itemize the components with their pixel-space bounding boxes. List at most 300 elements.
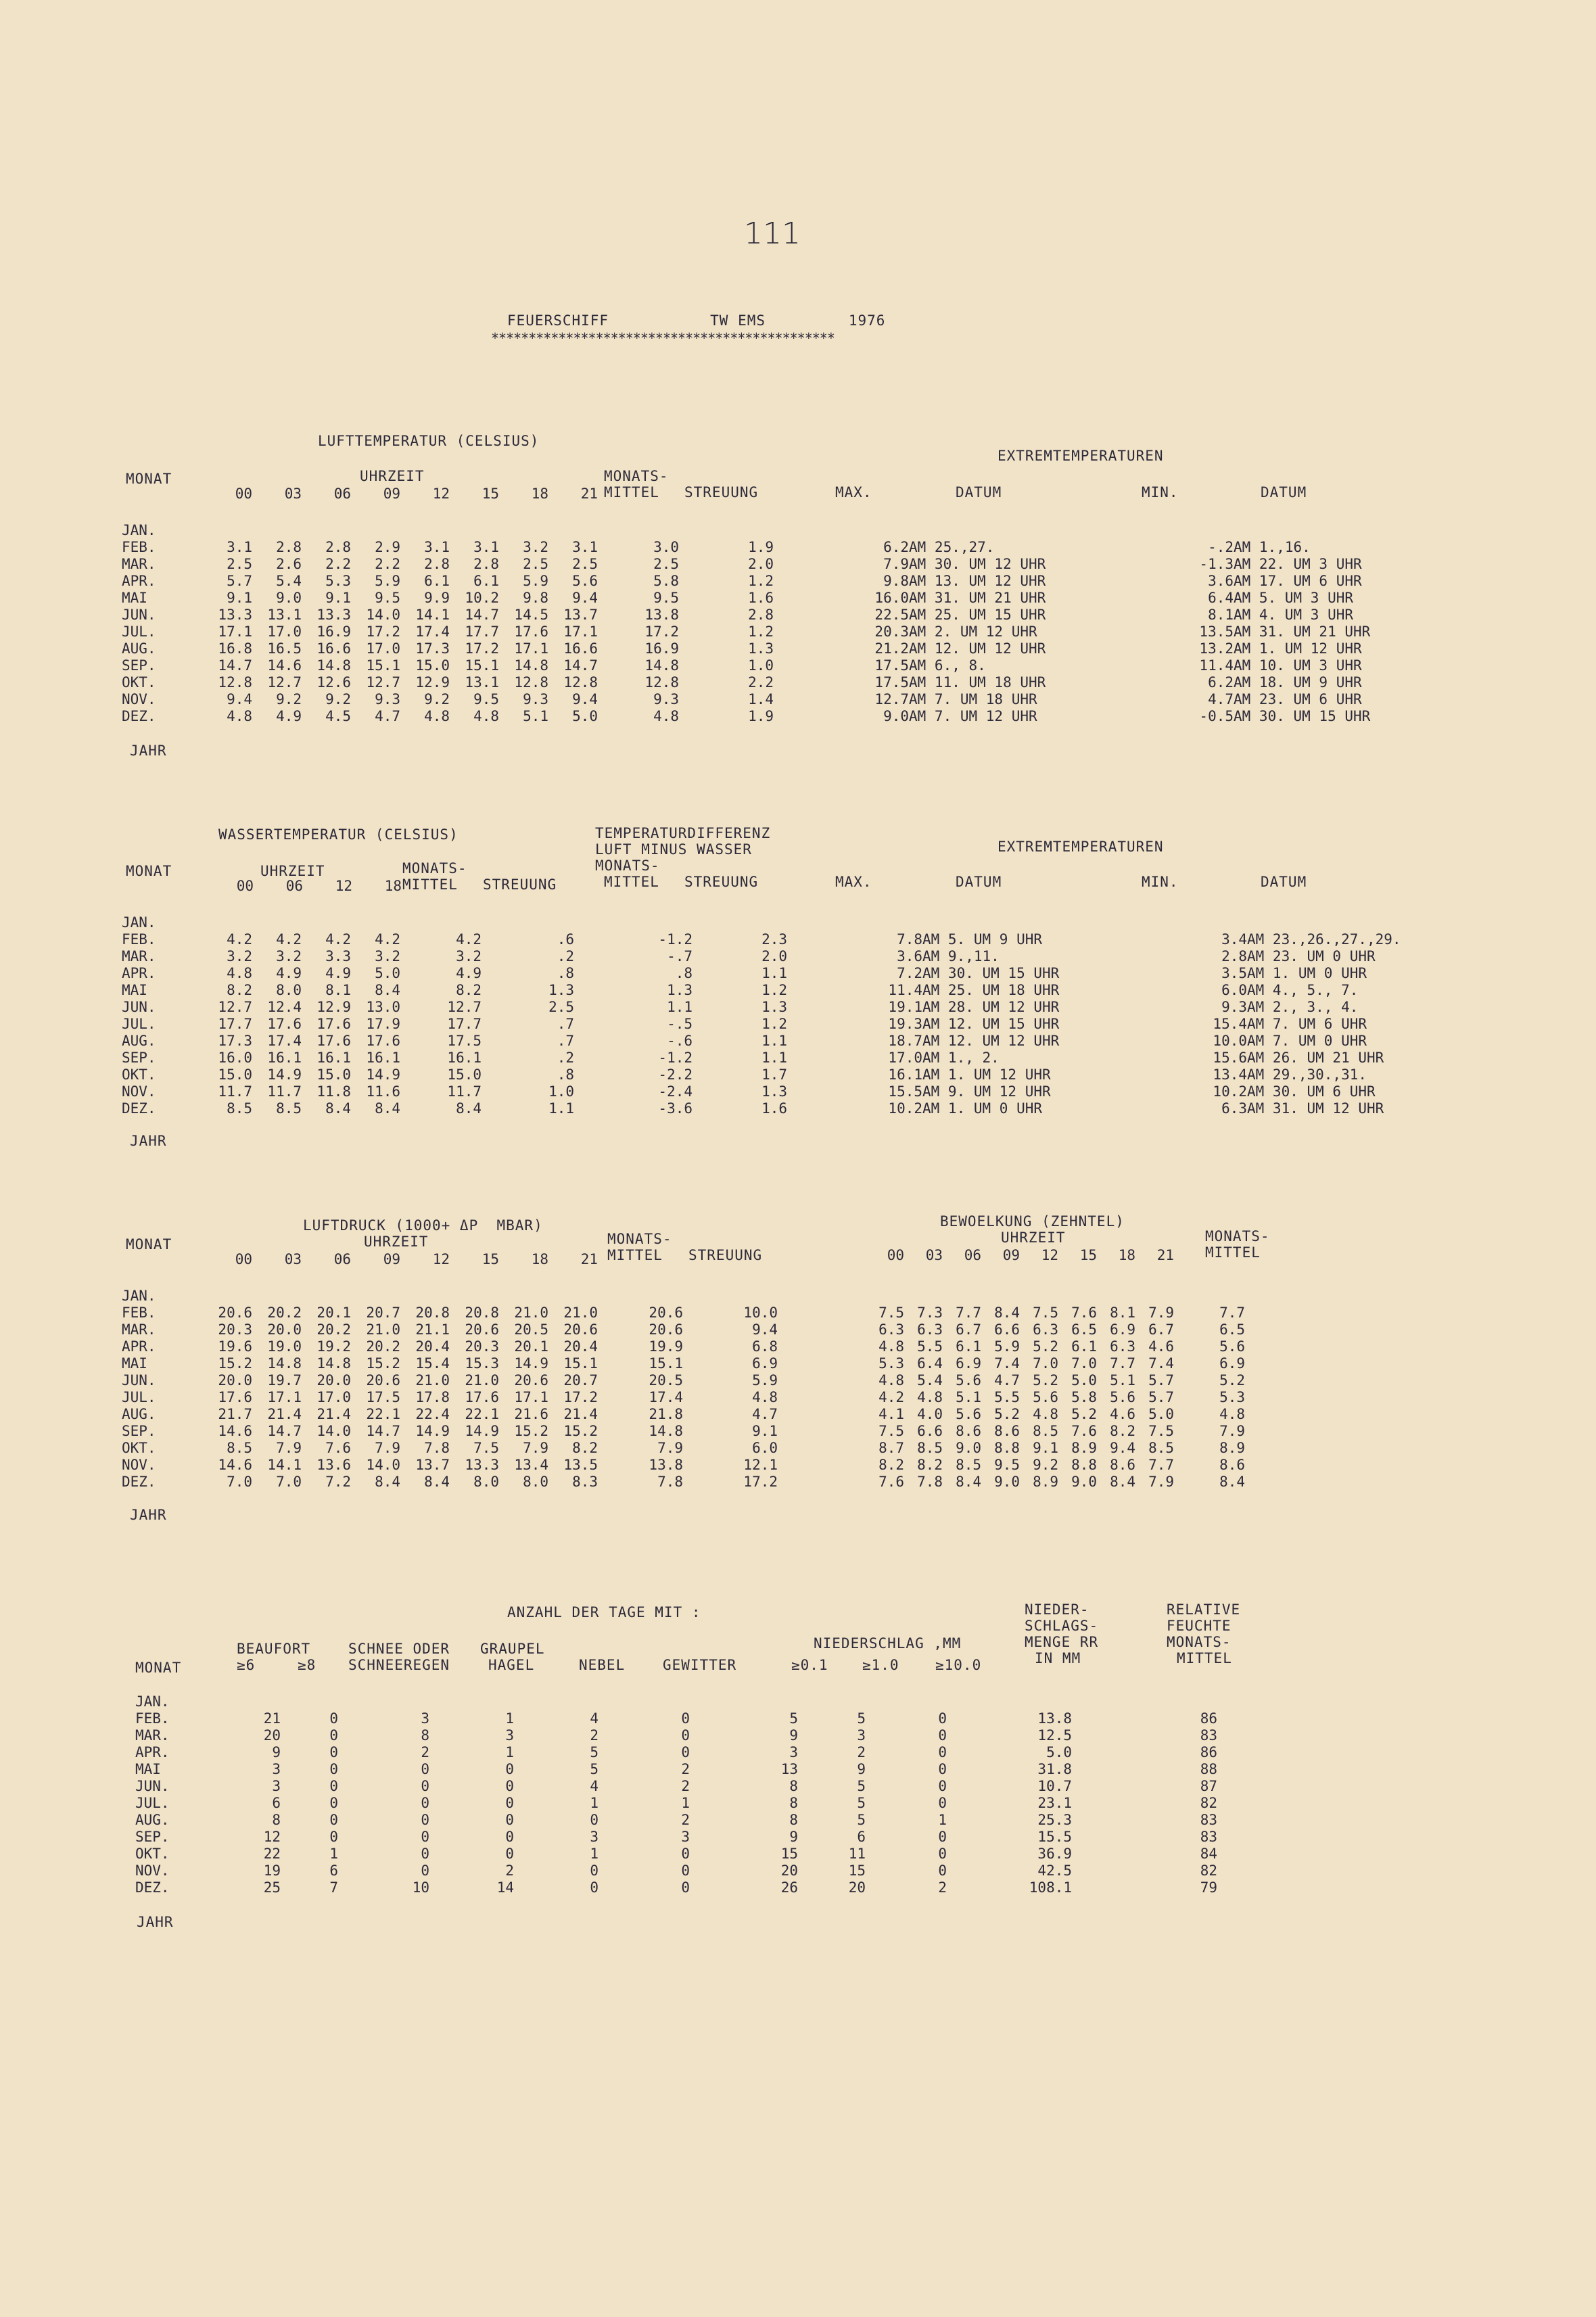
table-row: [122, 539, 1450, 556]
hourly-value: 14.8: [316, 1355, 351, 1372]
hourly-value: 5.6: [956, 1372, 981, 1388]
hourly-value: 5.3: [878, 1355, 904, 1372]
beaufort-6: 22: [263, 1846, 281, 1862]
hourly-value: 7.2: [325, 1474, 351, 1490]
hour-header: 00: [235, 1251, 252, 1267]
month-label: AUG.: [122, 1033, 156, 1049]
hourly-value: 17.6: [366, 1033, 400, 1049]
table-row: [122, 1016, 1463, 1033]
table-row: [122, 691, 1450, 708]
month-label: MAI: [135, 1761, 161, 1777]
max-date: AM 11. UM 18 UHR: [909, 674, 1046, 691]
hourly-value: 13.3: [465, 1457, 499, 1473]
std-dev: [679, 522, 774, 539]
hourly-value: 20.5: [514, 1321, 548, 1338]
max-date: AM 2. UM 12 UHR: [909, 624, 1037, 640]
month-label: FEB.: [122, 1305, 156, 1321]
fog-days: 0: [590, 1812, 598, 1828]
diff-std-dev: 1.3: [761, 999, 787, 1015]
diff-mean: -.5: [667, 1016, 693, 1032]
hourly-value: 20.6: [366, 1372, 400, 1388]
monthly-mean: 9.3: [653, 691, 679, 707]
hourly-value: 2.2: [375, 556, 400, 572]
hourly-value: 13.3: [218, 607, 252, 623]
table-row: [122, 573, 1450, 590]
hourly-value: 3.2: [523, 539, 548, 555]
hourly-value: 20.4: [563, 1338, 598, 1355]
table-row: [135, 1812, 1217, 1829]
hourly-value: 14.7: [267, 1423, 302, 1439]
month-label: JUN.: [122, 607, 156, 623]
table-row: [122, 1050, 1463, 1067]
hourly-value: 6.7: [1148, 1321, 1174, 1338]
std-dev: 9.1: [752, 1423, 778, 1439]
hour-header: 03: [284, 1251, 302, 1267]
snow-days: 3: [421, 1710, 429, 1727]
hourly-value: 9.5: [473, 691, 499, 707]
beaufort-8: 6: [329, 1863, 338, 1879]
max-value: 9.0: [883, 708, 909, 724]
hourly-value: 9.5: [994, 1457, 1020, 1473]
table-row: [122, 1440, 778, 1457]
min-value: 10.2: [1213, 1083, 1247, 1100]
hourly-value: [252, 522, 302, 539]
water-hour-header-row: [204, 878, 402, 895]
diff-mittel-header: MITTEL: [604, 874, 659, 890]
precip-1: 20: [848, 1879, 866, 1896]
precip-1: 3: [857, 1727, 866, 1743]
precip-0-1: 20: [780, 1863, 798, 1879]
table-row: [866, 1474, 1245, 1491]
min-date: AM 4., 5., 7.: [1247, 982, 1359, 998]
hourly-value: 2.5: [227, 556, 252, 572]
min-date: AM 1. UM 0 UHR: [1247, 965, 1367, 981]
hourly-value: 14.8: [267, 1355, 302, 1372]
hourly-value: 7.4: [1148, 1355, 1174, 1372]
table-row: [135, 1744, 1217, 1761]
hourly-value: 15.2: [218, 1355, 252, 1372]
hourly-value: 8.6: [994, 1423, 1020, 1439]
hourly-value: 6.1: [1071, 1338, 1097, 1355]
month-label: APR.: [122, 573, 156, 589]
days-table: [135, 1693, 1217, 1896]
snow-days: 10: [412, 1879, 429, 1896]
min-date: AM 29.,30.,31.: [1247, 1067, 1367, 1083]
precip-10: 0: [938, 1846, 947, 1862]
hourly-value: 21.1: [415, 1321, 450, 1338]
precip-10: 1: [938, 1812, 947, 1828]
max-date: AM 12. UM 12 UHR: [909, 640, 1046, 657]
hourly-value: 17.2: [465, 640, 499, 657]
cloud-title: BEWOELKUNG (ZEHNTEL): [940, 1213, 1125, 1230]
precip-amount: 31.8: [1037, 1761, 1072, 1777]
hourly-value: 9.4: [1110, 1440, 1135, 1456]
rel-humidity: 86: [1200, 1710, 1217, 1727]
hourly-value: 9.2: [276, 691, 302, 707]
monthly-mean: 7.9: [1219, 1423, 1245, 1439]
hourly-value: 14.9: [366, 1067, 400, 1083]
hail-days: 1: [505, 1744, 514, 1760]
hourly-value: 15.0: [415, 657, 450, 674]
max-value: 18.7: [888, 1033, 922, 1049]
min-date: AM 2., 3., 4.: [1247, 999, 1359, 1015]
hourly-value: 6.3: [1033, 1321, 1058, 1338]
hourly-value: 12.8: [563, 674, 598, 691]
monthly-mean: 11.7: [447, 1083, 482, 1100]
table-row: [135, 1710, 1217, 1727]
month-label: MAI: [122, 982, 147, 998]
hourly-value: 5.9: [523, 573, 548, 589]
hourly-value: 8.4: [375, 1474, 400, 1490]
hourly-value: 11.6: [366, 1083, 400, 1100]
hourly-value: [904, 1288, 943, 1305]
hourly-value: [1135, 1288, 1174, 1305]
rel-humidity: 86: [1200, 1744, 1217, 1760]
hourly-value: 8.6: [956, 1423, 981, 1439]
month-label: JAN.: [122, 1288, 156, 1304]
hour-header: 06: [964, 1247, 981, 1263]
max-date: AM 13. UM 12 UHR: [909, 573, 1046, 589]
monthly-mean: 4.8: [1219, 1406, 1245, 1422]
max-value: 22.5: [874, 607, 909, 623]
hourly-value: 21.7: [218, 1406, 252, 1422]
hourly-value: 8.2: [878, 1457, 904, 1473]
hourly-value: 4.8: [473, 708, 499, 724]
std-dev: 2.0: [748, 556, 774, 572]
hourly-value: 15.1: [465, 657, 499, 674]
air-uhrzeit-header: UHRZEIT: [360, 468, 425, 484]
hourly-value: 20.4: [415, 1338, 450, 1355]
hourly-value: 9.4: [572, 590, 598, 606]
hourly-value: 9.4: [572, 691, 598, 707]
table-row: [866, 1423, 1245, 1440]
hourly-value: 15.0: [316, 1067, 351, 1083]
beaufort-8: 0: [329, 1829, 338, 1845]
min-date: [1247, 914, 1463, 931]
min-date: AM 1.,16.: [1234, 539, 1311, 555]
hourly-value: [450, 1288, 499, 1305]
table-row: [122, 1372, 778, 1389]
hourly-value: 22.1: [366, 1406, 400, 1422]
hourly-value: 4.8: [917, 1389, 943, 1405]
diff-std-dev: 1.1: [761, 965, 787, 981]
diff-mean: -.6: [667, 1033, 693, 1049]
hour-header: 06: [285, 878, 303, 894]
hourly-value: 20.1: [316, 1305, 351, 1321]
hourly-value: 4.2: [375, 931, 400, 947]
hourly-value: 11.8: [316, 1083, 351, 1100]
hourly-value: 14.7: [366, 1423, 400, 1439]
min-value: 2.8: [1221, 948, 1247, 964]
beaufort-6: 8: [272, 1812, 281, 1828]
hour-header: 09: [1002, 1247, 1020, 1263]
max-value: [787, 914, 922, 931]
hourly-value: 14.8: [514, 657, 548, 674]
diff-mean: -2.2: [658, 1067, 693, 1083]
month-label: OKT.: [122, 674, 156, 691]
monthly-mean: 14.8: [649, 1423, 683, 1439]
table-row: [122, 982, 1463, 999]
hourly-value: [548, 1288, 598, 1305]
hourly-value: 16.0: [218, 1050, 252, 1066]
hourly-value: 20.0: [316, 1372, 351, 1388]
hourly-value: 6.1: [424, 573, 450, 589]
snow-days: 0: [421, 1778, 429, 1794]
max-date: AM 31. UM 21 UHR: [909, 590, 1046, 606]
thunder-days: 2: [681, 1812, 690, 1828]
diff-mean: [574, 914, 693, 931]
hourly-value: 6.1: [473, 573, 499, 589]
hourly-value: [943, 1288, 981, 1305]
hourly-value: 17.1: [563, 624, 598, 640]
monthly-mean: 4.9: [456, 965, 482, 981]
std-dev: .6: [557, 931, 574, 947]
max-date: AM 1. UM 12 UHR: [922, 1067, 1051, 1083]
snow-days: 0: [421, 1812, 429, 1828]
std-dev: 9.4: [752, 1321, 778, 1338]
hourly-value: 12.6: [316, 674, 351, 691]
cloud-table: [866, 1288, 1245, 1491]
diff-mean: -1.2: [658, 1050, 693, 1066]
hourly-value: 21.4: [563, 1406, 598, 1422]
page-number: 111: [744, 216, 801, 251]
precip-10: 0: [938, 1761, 947, 1777]
snow-days: 2: [421, 1744, 429, 1760]
hourly-value: 17.6: [514, 624, 548, 640]
beaufort-8: [281, 1693, 338, 1710]
min-value: 9.3: [1221, 999, 1247, 1015]
n10-header: ≥10.0: [935, 1657, 982, 1673]
min-value: 4.7: [1208, 691, 1234, 707]
gewitter-header: GEWITTER: [663, 1657, 737, 1673]
table-row: [135, 1727, 1217, 1744]
hourly-value: [400, 522, 450, 539]
month-label: APR.: [122, 1338, 156, 1355]
hourly-value: 3.1: [227, 539, 252, 555]
hourly-value: 6.9: [1110, 1321, 1135, 1338]
hourly-value: 5.6: [1110, 1389, 1135, 1405]
std-dev: 1.0: [748, 657, 774, 674]
month-label: NOV.: [122, 1457, 156, 1473]
precip-0-1: 8: [789, 1812, 798, 1828]
hourly-value: 20.0: [218, 1372, 252, 1388]
hourly-value: 22.4: [415, 1406, 450, 1422]
monthly-mean: 5.2: [1219, 1372, 1245, 1388]
min-value: -.2: [1208, 539, 1234, 555]
fog-days: 4: [590, 1710, 598, 1727]
diff-title-2: LUFT MINUS WASSER: [595, 841, 752, 858]
monthly-mean: 19.9: [649, 1338, 683, 1355]
hourly-value: 4.9: [276, 708, 302, 724]
max-date: AM 30. UM 12 UHR: [909, 556, 1046, 572]
table-row: [122, 1100, 1463, 1117]
hourly-value: 17.2: [563, 1389, 598, 1405]
monthly-mean: 3.0: [653, 539, 679, 555]
hourly-value: 21.0: [465, 1372, 499, 1388]
rel-humidity: 79: [1200, 1879, 1217, 1896]
hourly-value: 9.0: [276, 590, 302, 606]
min-date: AM 7. UM 0 UHR: [1247, 1033, 1367, 1049]
hourly-value: 5.1: [1110, 1372, 1135, 1388]
cloud-mittel-header: MITTEL: [1205, 1244, 1261, 1261]
hourly-value: 17.0: [366, 640, 400, 657]
fog-days: [514, 1693, 598, 1710]
beaufort-8: 1: [329, 1846, 338, 1862]
min-value: 3.4: [1221, 931, 1247, 947]
max-value: 12.7: [874, 691, 909, 707]
max-date: AM 6., 8.: [909, 657, 986, 674]
hourly-value: 8.6: [1110, 1457, 1135, 1473]
hourly-value: 9.1: [1033, 1440, 1058, 1456]
hourly-value: 20.6: [563, 1321, 598, 1338]
precip-10: [866, 1693, 947, 1710]
monthly-mean: 16.9: [644, 640, 679, 657]
hourly-value: 20.2: [267, 1305, 302, 1321]
hourly-value: 9.0: [994, 1474, 1020, 1490]
hourly-value: 20.1: [514, 1338, 548, 1355]
hourly-value: 15.1: [563, 1355, 598, 1372]
table-row: [135, 1761, 1217, 1778]
month-label: MAR.: [135, 1727, 170, 1743]
hourly-value: 15.2: [366, 1355, 400, 1372]
hourly-value: 8.5: [956, 1457, 981, 1473]
hourly-value: 17.6: [316, 1033, 351, 1049]
hourly-value: 9.8: [523, 590, 548, 606]
max-value: 9.8: [883, 573, 909, 589]
hourly-value: [1097, 1288, 1135, 1305]
beaufort-8: 0: [329, 1710, 338, 1727]
table-row: [135, 1879, 1217, 1896]
hourly-value: 2.9: [375, 539, 400, 555]
min-value: 6.4: [1208, 590, 1234, 606]
hourly-value: 8.9: [1071, 1440, 1097, 1456]
table-row: [122, 1083, 1463, 1100]
monthly-mean: [1174, 1288, 1245, 1305]
table-row: [866, 1457, 1245, 1474]
std-dev: 1.9: [748, 539, 774, 555]
std-dev: 4.8: [752, 1389, 778, 1405]
hour-header-row: [203, 486, 598, 502]
month-label: JUL.: [122, 1016, 156, 1032]
hourly-value: 9.2: [325, 691, 351, 707]
hour-header: 00: [236, 878, 254, 894]
hail-days: 2: [505, 1863, 514, 1879]
hourly-value: 3.2: [276, 948, 302, 964]
max-value: 21.2: [874, 640, 909, 657]
air-streuung-header: STREUUNG: [684, 484, 759, 500]
fog-days: 4: [590, 1778, 598, 1794]
hourly-value: 4.2: [325, 931, 351, 947]
hourly-value: 14.0: [366, 607, 400, 623]
precip-amount: 13.8: [1037, 1710, 1072, 1727]
max-date: AM 12. UM 12 UHR: [922, 1033, 1060, 1049]
hourly-value: 14.9: [514, 1355, 548, 1372]
fog-days: 1: [590, 1846, 598, 1862]
page-title: [507, 312, 885, 329]
std-dev: 1.1: [548, 1100, 574, 1117]
diff-std-dev: 1.1: [761, 1050, 787, 1066]
hourly-value: 7.8: [424, 1440, 450, 1456]
hourly-value: 8.5: [227, 1100, 252, 1117]
monthly-mean: 20.5: [649, 1372, 683, 1388]
table-row: [122, 965, 1463, 982]
cloud-hour-header-row: [866, 1247, 1174, 1264]
beaufort-6: 3: [272, 1761, 281, 1777]
station-label: TW EMS: [710, 312, 766, 329]
hour-header: 06: [333, 486, 351, 502]
hourly-value: 13.4: [514, 1457, 548, 1473]
monthly-mean: 15.1: [649, 1355, 683, 1372]
hourly-value: 9.0: [1071, 1474, 1097, 1490]
max-value: 17.0: [888, 1050, 922, 1066]
max-value: 17.5: [874, 657, 909, 674]
hourly-value: 14.0: [316, 1423, 351, 1439]
ship-label: FEUERSCHIFF: [507, 312, 609, 329]
table-row: [122, 999, 1463, 1016]
schnee-header-2: SCHNEEREGEN: [348, 1657, 450, 1673]
hourly-value: 4.9: [325, 965, 351, 981]
rel-humidity: 84: [1200, 1846, 1217, 1862]
hourly-value: 12.9: [415, 674, 450, 691]
pressure-table: [122, 1288, 778, 1491]
diff-mean: 1.3: [667, 982, 693, 998]
table-row: [866, 1305, 1245, 1321]
hourly-value: 4.8: [227, 708, 252, 724]
hour-header: 12: [432, 1251, 450, 1267]
hourly-value: 9.9: [424, 590, 450, 606]
hourly-value: 3.2: [375, 948, 400, 964]
hourly-value: 2.8: [276, 539, 302, 555]
hourly-value: 8.7: [878, 1440, 904, 1456]
hourly-value: 6.6: [994, 1321, 1020, 1338]
rel-header-3: MONATS-: [1167, 1634, 1231, 1650]
hourly-value: 3.2: [227, 948, 252, 964]
hour-header-row: [203, 1251, 598, 1268]
snow-days: 0: [421, 1863, 429, 1879]
max-date: [909, 522, 1179, 539]
snow-days: 0: [421, 1795, 429, 1811]
hourly-value: 14.5: [514, 607, 548, 623]
hail-days: 0: [505, 1761, 514, 1777]
min-value: 3.5: [1221, 965, 1247, 981]
hourly-value: 4.9: [276, 965, 302, 981]
hourly-value: [203, 1288, 252, 1305]
min-date: AM 1. UM 12 UHR: [1234, 640, 1362, 657]
hourly-value: 2.8: [473, 556, 499, 572]
hourly-value: 17.6: [267, 1016, 302, 1032]
hourly-value: 17.4: [267, 1033, 302, 1049]
hourly-value: 17.0: [316, 1389, 351, 1405]
std-dev: .2: [557, 1050, 574, 1066]
std-dev: 1.6: [748, 590, 774, 606]
hail-days: 0: [505, 1812, 514, 1828]
monthly-mean: 8.4: [1219, 1474, 1245, 1490]
precip-0-1: 5: [789, 1710, 798, 1727]
hourly-value: 7.9: [276, 1440, 302, 1456]
month-label: OKT.: [122, 1440, 156, 1456]
hourly-value: 14.8: [316, 657, 351, 674]
graupel-header-2: HAGEL: [488, 1657, 535, 1673]
hourly-value: 7.9: [1148, 1305, 1174, 1321]
water-datum2-header: DATUM: [1261, 874, 1307, 890]
max-value: 17.5: [874, 674, 909, 691]
month-label: FEB.: [122, 539, 156, 555]
hour-header: 12: [1041, 1247, 1058, 1263]
hourly-value: 4.8: [227, 965, 252, 981]
hourly-value: 22.1: [465, 1406, 499, 1422]
table-row: [122, 1305, 778, 1321]
table-row: [122, 1389, 778, 1406]
